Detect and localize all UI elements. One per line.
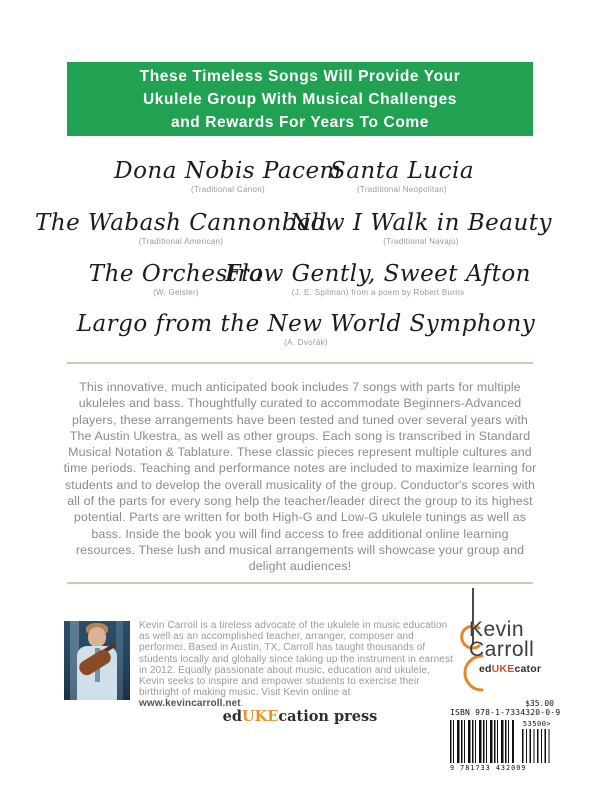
- tagline-cator: cator: [514, 663, 542, 675]
- song-credit: (J. E. Spilman) from a poem by Robert Burns: [291, 288, 465, 297]
- isbn-label: ISBN 978-1-7334320-0-9: [450, 708, 561, 717]
- song-title: Dona Nobis Pacem: [114, 158, 342, 184]
- song-title: Largo from the New World Symphony: [76, 311, 536, 337]
- song-flow-gently-sweet-afton: [225, 261, 531, 297]
- supplement-bars: [522, 729, 552, 763]
- song-credit: (Traditional Navajo): [383, 237, 459, 246]
- song-now-i-walk-in-beauty: [290, 210, 552, 246]
- song-credit: (Traditional Neopolitan): [356, 185, 448, 194]
- headline-line-2: Ukulele Group With Musical Challenges: [142, 90, 458, 108]
- publisher-ed: ed: [222, 708, 243, 725]
- song-title: The Wabash Cannonball: [34, 210, 328, 236]
- tagline-ed: ed: [479, 663, 492, 675]
- photo-face: [88, 627, 106, 647]
- song-wabash-cannonball: [35, 210, 327, 246]
- barcode-supplement: [522, 720, 552, 763]
- bio-text-end: .: [240, 698, 244, 710]
- price-label: $35.00: [525, 699, 554, 708]
- song-title: Now I Walk in Beauty: [289, 210, 553, 236]
- logo-first-name: Kevin: [469, 618, 525, 641]
- supplement-code: 53500>: [522, 720, 552, 728]
- song-credit: (A. Dvořák): [284, 338, 328, 347]
- logo-last-name: Carroll: [469, 638, 535, 661]
- isbn-barcode-block: [450, 699, 561, 772]
- logo-tagline: [479, 663, 541, 675]
- publisher-uke: UKE: [242, 708, 279, 725]
- headline-line-3: and Rewards For Years To Come: [170, 113, 429, 131]
- divider-top: [67, 362, 533, 364]
- logo-wordmark: [469, 620, 541, 675]
- author-photo: [64, 621, 130, 700]
- bio-text: Kevin Carroll is a tireless advocate of the ukulele in music education as well as an accomplished teacher, arranger, composer and performer. Based in Austin, TX, Carroll has taught thousands of students locally and globally since taking up the instrument in earnest in 2012. Equally passionate about music, education and ukulele, Kevin seeks to inspire and empower students to exercise their birthright of making music. Visit Kevin online at: [139, 620, 453, 699]
- barcode-digits: 9 781733 432009: [450, 764, 527, 772]
- tagline-uke: UKE: [491, 663, 515, 675]
- song-title: Flow Gently, Sweet Afton: [225, 261, 531, 287]
- song-credit: (W. Geisler): [153, 288, 199, 297]
- headline-line-1: These Timeless Songs Will Provide Your: [139, 67, 461, 85]
- song-dona-nobis-pacem: [114, 158, 342, 194]
- song-title: The Orchestra: [88, 261, 264, 287]
- website-link: www.kevincarroll.net: [139, 698, 241, 710]
- publisher-cation-press: cation press: [278, 708, 378, 725]
- author-bio: [139, 620, 457, 710]
- song-credit: (Traditional Canon): [191, 185, 265, 194]
- song-credit: (Traditional American): [138, 237, 224, 246]
- barcode-main: [450, 720, 527, 772]
- divider-bottom: [67, 582, 533, 584]
- book-description: This innovative, much anticipated book includes 7 songs with parts for multiple ukuleles and bass. Thoughtfully curated to accommodate Beginners-Advanced players, these arrangements have been tested and tuned over several years with The Austin Ukestra, as well as other groups. Each song is transcribed in Standard Musical Notation & Tablature. These classic pieces represent multiple cultures and time periods. Teaching and performance notes are included to maximize learning for students and to develop the overall musicality of the group. Conductor's scores with all of the parts for every song help the teacher/leader direct the group to its highest potential. Parts are written for both High-G and Low-G ukulele tunings as well as bass. Inside the book you will find access to free additional online learning resources. These lush and musical arrangements will showcase your group and delight audiences!: [63, 380, 537, 574]
- song-santa-lucia: [330, 158, 474, 194]
- barcode-bars: [450, 720, 514, 763]
- song-largo-new-world-symphony: [77, 311, 536, 347]
- song-title: Santa Lucia: [329, 158, 475, 184]
- headline-banner: [67, 62, 533, 136]
- photo-background-detail: [116, 621, 123, 700]
